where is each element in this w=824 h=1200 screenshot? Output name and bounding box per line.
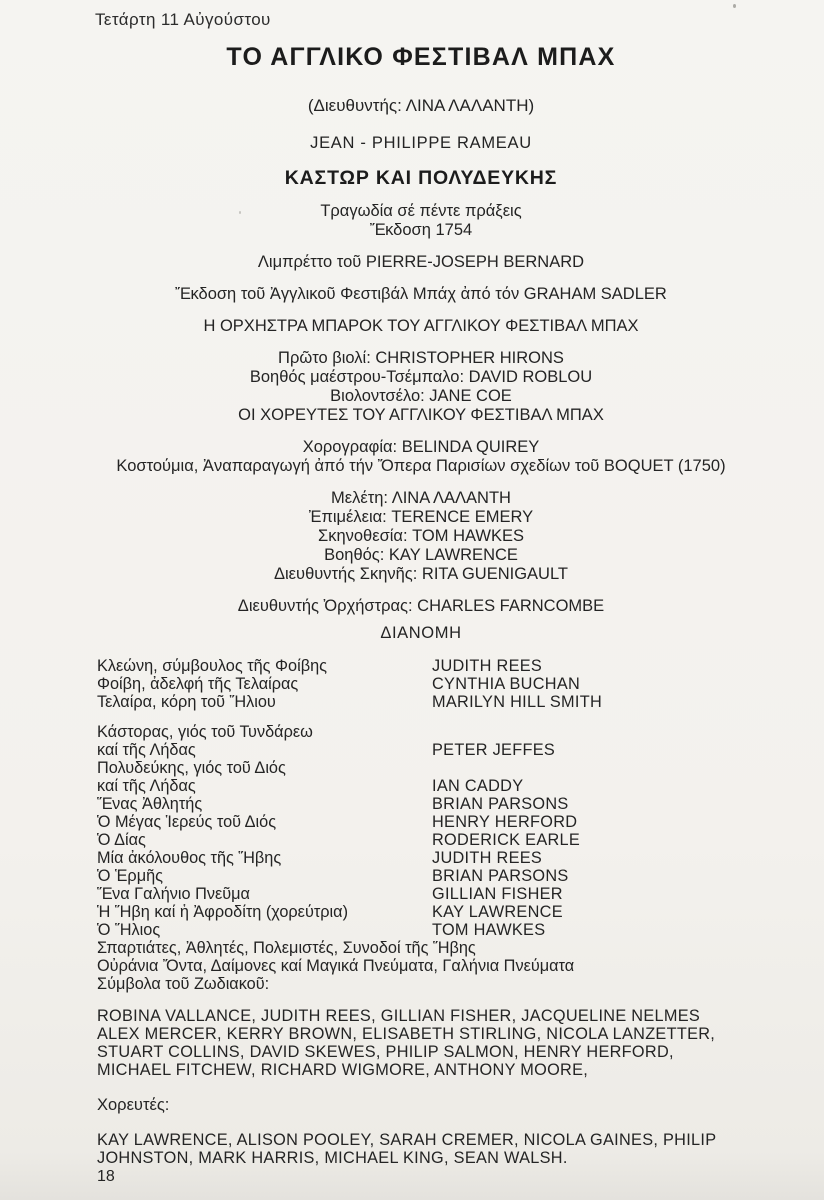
dancers-label: Χορευτές: xyxy=(97,1096,170,1114)
ensemble-line: Σπαρτιάτες, Ἀθλητές, Πολεμιστές, Συνοδοί τῆς Ἥβης xyxy=(97,939,476,957)
cast-row xyxy=(97,921,824,939)
cast-row xyxy=(97,903,824,921)
program-header xyxy=(0,43,824,643)
orchestra-name: Η ΟΡΧΗΣΤΡΑ ΜΠΑΡΟΚ ΤΟΥ ΑΓΓΛΙΚΟΥ ΦΕΣΤΙΒΑΛ ΜΠΑΧ xyxy=(203,317,639,335)
first-violin-credit: Πρῶτο βιολί: CHRISTOPHER HIRONS xyxy=(278,349,564,367)
cast-row xyxy=(97,693,824,711)
cast-performer xyxy=(432,759,824,777)
cast-role: Φοίβη, ἀδελφή τῆς Τελαίρας xyxy=(97,675,299,693)
page-number: 18 xyxy=(97,1168,115,1185)
cast-role: Πολυδεύκης, γιός τοῦ Διός xyxy=(97,759,286,777)
cast-role: καί τῆς Λήδας xyxy=(97,741,196,759)
dancers-names-line: KAY LAWRENCE, ALISON POOLEY, SARAH CREMER, NICOLA GAINES, PHILIP xyxy=(97,1131,717,1149)
cast-list xyxy=(97,657,824,939)
cast-role: Ἡ Ἥβη καί ἡ Ἀφροδίτη (χορεύτρια) xyxy=(97,903,348,921)
festival-director-line: (Διευθυντής: ΛΙΝΑ ΛΑΛΑΝΤΗ) xyxy=(307,96,535,115)
cast-row xyxy=(97,759,824,777)
cast-row xyxy=(97,657,824,675)
cast-role: Μία ἀκόλουθος τῆς Ἥβης xyxy=(97,849,282,867)
cast-role: Ἕνα Γαλήνιο Πνεῦμα xyxy=(97,885,250,903)
chorus-names-line: STUART COLLINS, DAVID SKEWES, PHILIP SALMON, HENRY HERFORD, xyxy=(97,1043,674,1061)
cast-role: Κλεώνη, σύμβουλος τῆς Φοίβης xyxy=(97,657,327,675)
cast-performer: BRIAN PARSONS xyxy=(432,867,569,885)
chorus-names xyxy=(97,1007,824,1079)
cast-performer: RODERICK EARLE xyxy=(432,831,581,849)
cast-role: Ὁ Μέγας Ἱερεύς τοῦ Διός xyxy=(97,813,277,831)
cast-performer: PETER JEFFES xyxy=(432,741,556,759)
cast-row xyxy=(97,777,824,795)
edition-credit: Ἔκδοση τοῦ Ἀγγλικοῦ Φεστιβάλ Μπάχ ἀπό τόν GRAHAM SADLER xyxy=(175,285,667,303)
cast-role: Ὁ Ἥλιος xyxy=(97,921,161,939)
conductor-credit: Διευθυντής Ὀρχήστρας: CHARLES FARNCOMBE xyxy=(237,597,605,615)
choreography-credit: Χορογραφία: BELINDA QUIREY xyxy=(302,438,540,456)
cast-row xyxy=(97,813,824,831)
chorus-names-line: ALEX MERCER, KERRY BROWN, ELISABETH STIRLING, NICOLA LANZETTER, xyxy=(97,1025,716,1043)
dancers-names-line: JOHNSTON, MARK HARRIS, MICHAEL KING, SEAN WALSH. xyxy=(97,1149,568,1167)
assistant-credit: Βοηθός: KAY LAWRENCE xyxy=(324,546,518,564)
direction-credit: Σκηνοθεσία: TOM HAWKES xyxy=(318,527,524,545)
cast-performer xyxy=(432,723,824,741)
work-title: ΚΑΣΤΩΡ ΚΑΙ ΠΟΛΥΔΕΥΚΗΣ xyxy=(284,167,558,189)
cast-group-divider xyxy=(97,711,824,723)
cast-row xyxy=(97,675,824,693)
cast-performer: BRIAN PARSONS xyxy=(432,795,569,813)
cast-performer: HENRY HERFORD xyxy=(432,813,578,831)
dancers-names xyxy=(97,1131,824,1167)
festival-title: ΤΟ ΑΓΓΛΙΚΟ ΦΕΣΤΙΒΑΛ ΜΠΑΧ xyxy=(226,43,616,71)
cast-heading: ΔΙΑΝΟΜΗ xyxy=(380,624,462,642)
dancers-company-line: ΟΙ ΧΟΡΕΥΤΕΣ ΤΟΥ ΑΓΓΛΙΚΟΥ ΦΕΣΤΙΒΑΛ ΜΠΑΧ xyxy=(238,406,604,424)
cast-performer: KAY LAWRENCE xyxy=(432,903,563,921)
cast-role: Ὁ Ἑρμῆς xyxy=(97,867,163,885)
cast-performer: IAN CADDY xyxy=(432,777,524,795)
cast-row xyxy=(97,741,824,759)
cast-performer: JUDITH REES xyxy=(432,849,543,867)
scan-speck xyxy=(239,211,241,214)
chorus-names-line: ROBINA VALLANCE, JUDITH REES, GILLIAN FISHER, JACQUELINE NELMES xyxy=(97,1007,701,1025)
stage-manager-credit: Διευθυντής Σκηνῆς: RITA GUENIGAULT xyxy=(274,565,568,583)
cello-credit: Βιολοντσέλο: JANE COE xyxy=(330,387,512,405)
cast-row xyxy=(97,831,824,849)
cast-role: Ὁ Δίας xyxy=(97,831,146,849)
costumes-credit: Κοστούμια, Ἀναπαραγωγή ἀπό τήν Ὄπερα Παρισίων σχεδίων τοῦ BOQUET (1750) xyxy=(116,457,726,475)
scan-speck xyxy=(733,4,736,8)
design-block xyxy=(18,438,824,476)
assistant-harpsichord-credit: Βοηθός μαέστρου-Τσέμπαλο: DAVID ROBLOU xyxy=(249,368,593,386)
work-edition: Ἔκδοση 1754 xyxy=(369,221,473,239)
musicians-block xyxy=(18,349,824,425)
cast-row xyxy=(97,885,824,903)
cast-row xyxy=(97,723,824,741)
cast-row xyxy=(97,849,824,867)
ensemble-line: Οὐράνια Ὄντα, Δαίμονες καί Μαγικά Πνεύματα, Γαλήνια Πνεύματα xyxy=(97,957,575,975)
ensemble-line: Σύμβολα τοῦ Ζωδιακοῦ: xyxy=(97,975,270,993)
libretto-credit: Λιμπρέττο τοῦ PIERRE-JOSEPH BERNARD xyxy=(257,253,585,271)
cast-performer: JUDITH REES xyxy=(432,657,543,675)
work-subtitle-block xyxy=(18,202,824,240)
cast-performer: GILLIAN FISHER xyxy=(432,885,563,903)
supervision-credit: Ἐπιμέλεια: TERENCE EMERY xyxy=(308,508,534,526)
cast-row xyxy=(97,867,824,885)
work-genre: Τραγωδία σέ πέντε πράξεις xyxy=(320,202,522,220)
cast-role: Τελαίρα, κόρη τοῦ Ἥλιου xyxy=(97,693,276,711)
composer-name: JEAN - PHILIPPE RAMEAU xyxy=(310,134,532,152)
study-credit: Μελέτη: ΛΙΝΑ ΛΑΛΑΝΤΗ xyxy=(331,489,511,507)
staging-block xyxy=(18,489,824,584)
cast-role: καί τῆς Λήδας xyxy=(97,777,196,795)
cast-row xyxy=(97,795,824,813)
cast-performer: MARILYN HILL SMITH xyxy=(432,693,603,711)
event-date: Τετάρτη 11 Αὐγούστου xyxy=(95,10,271,29)
cast-role: Κάστορας, γιός τοῦ Τυνδάρεω xyxy=(97,723,313,741)
cast-performer: CYNTHIA BUCHAN xyxy=(432,675,581,693)
chorus-names-line: MICHAEL FITCHEW, RICHARD WIGMORE, ANTHONY MOORE, xyxy=(97,1061,589,1079)
cast-performer: TOM HAWKES xyxy=(432,921,546,939)
cast-role: Ἕνας Ἀθλητής xyxy=(97,795,203,813)
